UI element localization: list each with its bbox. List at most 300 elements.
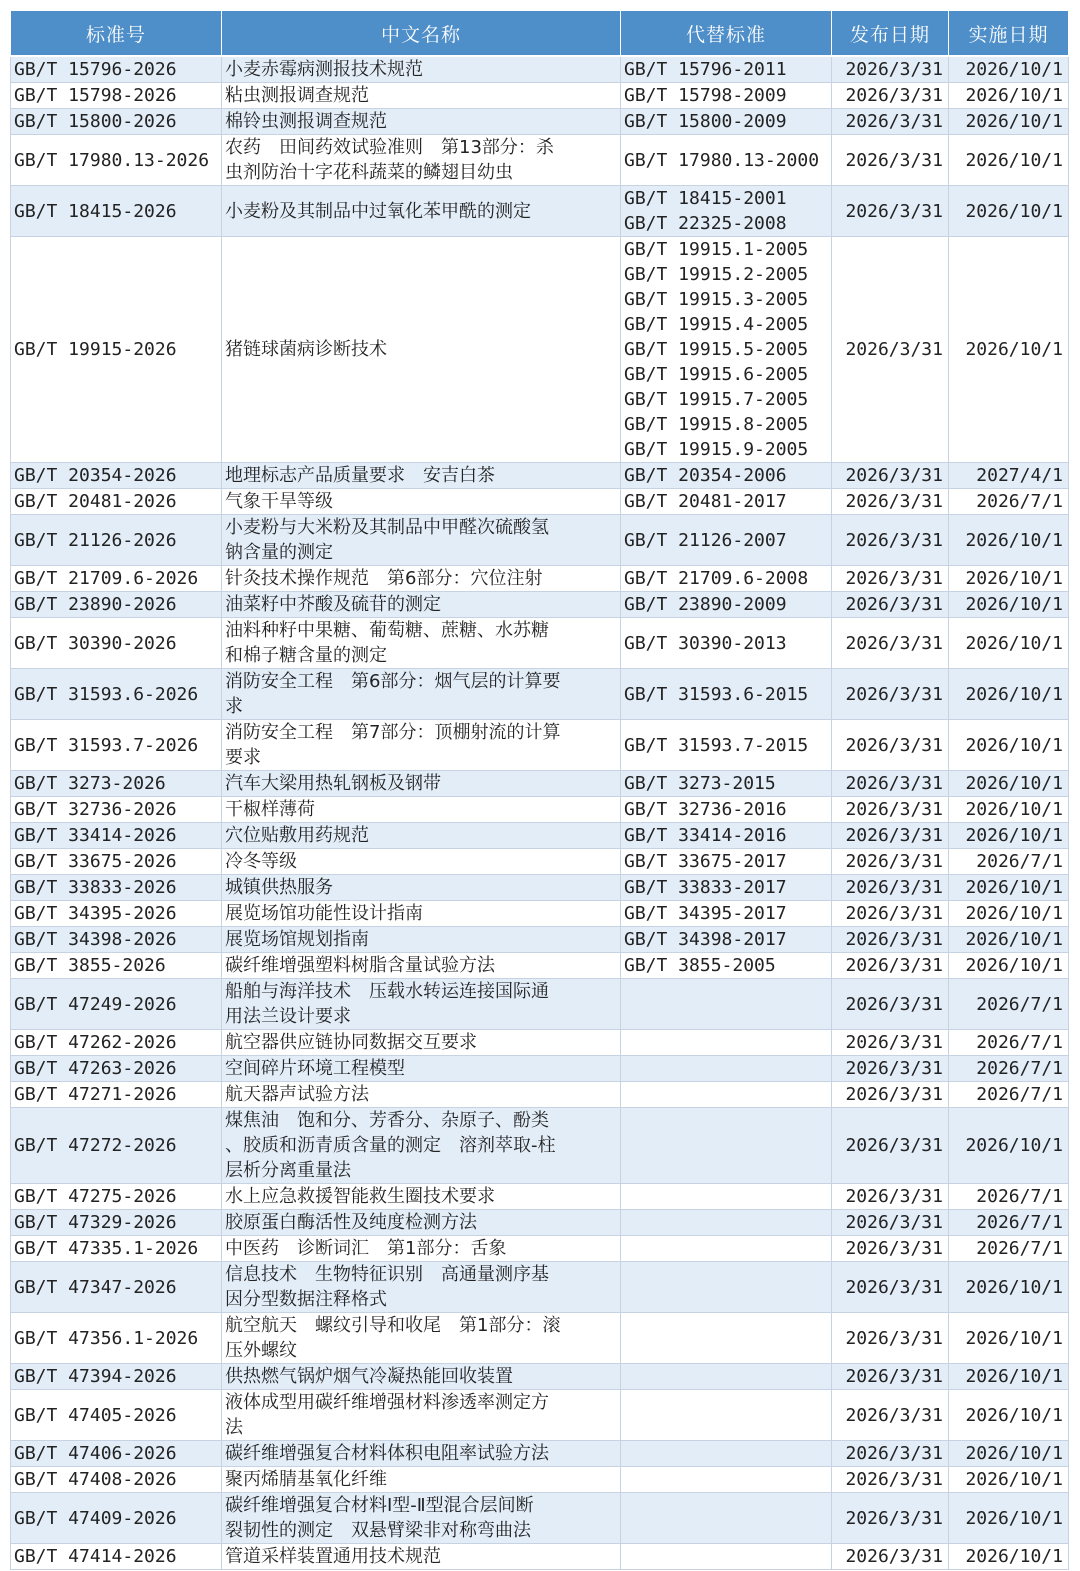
chinese-name-cell [222, 515, 621, 566]
replaced-standard-cell [621, 720, 832, 771]
replaced-standard-cell [621, 669, 832, 720]
table-row [11, 901, 1069, 927]
table-row [11, 83, 1069, 109]
table-row [11, 1467, 1069, 1493]
table-row [11, 1544, 1069, 1570]
standard-number-cell: GB/T 33833-2026 [11, 875, 222, 901]
table-row [11, 1108, 1069, 1184]
replaced-standard-cell [621, 771, 832, 797]
release-date-cell: 2026/3/31 [832, 1441, 949, 1467]
replaced-standard-cell [621, 515, 832, 566]
chinese-name-line: 城镇供热服务 [225, 877, 333, 898]
replaced-standard-cell [621, 1390, 832, 1441]
replaced-standard-cell [621, 1544, 832, 1570]
replaced-standard-cell [621, 109, 832, 135]
table-row [11, 1184, 1069, 1210]
replaced-standard-cell [621, 237, 832, 463]
standard-number-cell: GB/T 47356.1-2026 [11, 1313, 222, 1364]
standard-number-cell: GB/T 15796-2026 [11, 56, 222, 83]
release-date-cell: 2026/3/31 [832, 109, 949, 135]
standard-number-cell: GB/T 21126-2026 [11, 515, 222, 566]
chinese-name-line: 航天器声试验方法 [225, 1084, 369, 1105]
standard-number-cell: GB/T 47409-2026 [11, 1493, 222, 1544]
replaced-standard-line: GB/T 15800-2009 [624, 111, 787, 132]
chinese-name-line: 消防安全工程 第7部分：顶棚射流的计算 [225, 722, 561, 743]
replaced-standard-line: GB/T 20354-2006 [624, 465, 787, 486]
chinese-name-line: 裂韧性的测定 双悬臂梁非对称弯曲法 [225, 1520, 531, 1541]
replaced-standard-line: GB/T 34395-2017 [624, 903, 787, 924]
table-row [11, 237, 1069, 463]
chinese-name-cell [222, 1082, 621, 1108]
replaced-standard-cell [621, 927, 832, 953]
chinese-name-line: 煤焦油 饱和分、芳香分、杂原子、酚类 [225, 1110, 549, 1131]
standard-number-cell: GB/T 3855-2026 [11, 953, 222, 979]
standard-number-cell: GB/T 15800-2026 [11, 109, 222, 135]
release-date-cell: 2026/3/31 [832, 618, 949, 669]
release-date-cell: 2026/3/31 [832, 56, 949, 83]
release-date-cell: 2026/3/31 [832, 1210, 949, 1236]
replaced-standard-cell [621, 1056, 832, 1082]
chinese-name-line: 小麦粉与大米粉及其制品中甲醛次硫酸氢 [225, 517, 549, 538]
table-row [11, 566, 1069, 592]
standard-number-cell: GB/T 30390-2026 [11, 618, 222, 669]
release-date-cell: 2026/3/31 [832, 771, 949, 797]
effective-date-cell: 2026/10/1 [949, 720, 1069, 771]
replaced-standard-cell [621, 823, 832, 849]
table-row [11, 669, 1069, 720]
standard-number-cell: GB/T 31593.6-2026 [11, 669, 222, 720]
chinese-name-cell [222, 1493, 621, 1544]
chinese-name-line: 、胶质和沥青质含量的测定 溶剂萃取-柱 [225, 1135, 556, 1156]
chinese-name-cell [222, 83, 621, 109]
effective-date-cell: 2026/10/1 [949, 797, 1069, 823]
chinese-name-cell [222, 927, 621, 953]
release-date-cell: 2026/3/31 [832, 1467, 949, 1493]
effective-date-cell: 2026/7/1 [949, 489, 1069, 515]
replaced-standard-line: GB/T 30390-2013 [624, 632, 787, 654]
table-row [11, 1390, 1069, 1441]
table-row [11, 1364, 1069, 1390]
chinese-name-line: 因分型数据注释格式 [225, 1289, 387, 1310]
replaced-standard-cell [621, 1082, 832, 1108]
chinese-name-cell [222, 953, 621, 979]
replaced-standard-cell [621, 186, 832, 237]
replaced-standard-line: GB/T 31593.6-2015 [624, 683, 809, 705]
table-row [11, 135, 1069, 186]
header-row [11, 11, 1069, 57]
release-date-cell: 2026/3/31 [832, 592, 949, 618]
effective-date-cell: 2026/10/1 [949, 1390, 1069, 1441]
replaced-standard-line: GB/T 3855-2005 [624, 955, 776, 976]
chinese-name-cell [222, 797, 621, 823]
standard-number-cell: GB/T 21709.6-2026 [11, 566, 222, 592]
table-row [11, 875, 1069, 901]
chinese-name-line: 中医药 诊断词汇 第1部分：舌象 [225, 1238, 507, 1259]
replaced-standard-cell [621, 1236, 832, 1262]
replaced-standard-cell [621, 1441, 832, 1467]
chinese-name-cell [222, 566, 621, 592]
replaced-standard-line: GB/T 19915.9-2005 [624, 439, 809, 460]
replaced-standard-line: GB/T 19915.8-2005 [624, 414, 809, 435]
standard-number-cell: GB/T 47406-2026 [11, 1441, 222, 1467]
effective-date-cell: 2026/10/1 [949, 566, 1069, 592]
replaced-standard-cell [621, 1262, 832, 1313]
replaced-standard-line: GB/T 19915.4-2005 [624, 314, 809, 335]
release-date-cell: 2026/3/31 [832, 83, 949, 109]
table-body [11, 56, 1069, 1570]
release-date-cell: 2026/3/31 [832, 823, 949, 849]
chinese-name-line: 针灸技术操作规范 第6部分：穴位注射 [225, 568, 543, 589]
chinese-name-line: 棉铃虫测报调查规范 [225, 111, 387, 132]
chinese-name-line: 粘虫测报调查规范 [225, 85, 369, 106]
replaced-standard-line: GB/T 33675-2017 [624, 851, 787, 872]
replaced-standard-cell [621, 83, 832, 109]
chinese-name-line: 油料种籽中果糖、葡萄糖、蔗糖、水苏糖 [225, 620, 549, 641]
table-row [11, 979, 1069, 1030]
replaced-standard-cell [621, 1493, 832, 1544]
chinese-name-cell [222, 1056, 621, 1082]
effective-date-cell: 2026/10/1 [949, 669, 1069, 720]
effective-date-cell: 2026/7/1 [949, 979, 1069, 1030]
chinese-name-line: 层析分离重量法 [225, 1160, 351, 1181]
effective-date-cell: 2026/10/1 [949, 1493, 1069, 1544]
chinese-name-line: 气象干旱等级 [225, 491, 333, 512]
table-row [11, 618, 1069, 669]
table-row [11, 515, 1069, 566]
replaced-standard-line: GB/T 19915.2-2005 [624, 264, 809, 285]
table-row [11, 1030, 1069, 1056]
effective-date-cell: 2026/10/1 [949, 1441, 1069, 1467]
replaced-standard-line: GB/T 32736-2016 [624, 799, 787, 820]
chinese-name-cell [222, 489, 621, 515]
chinese-name-cell [222, 849, 621, 875]
effective-date-cell: 2026/10/1 [949, 135, 1069, 186]
effective-date-cell: 2026/10/1 [949, 901, 1069, 927]
release-date-cell: 2026/3/31 [832, 669, 949, 720]
release-date-cell: 2026/3/31 [832, 135, 949, 186]
chinese-name-line: 小麦赤霉病测报技术规范 [225, 59, 423, 80]
table-row [11, 1493, 1069, 1544]
chinese-name-line: 求 [225, 696, 243, 717]
table-row [11, 1056, 1069, 1082]
chinese-name-cell [222, 463, 621, 489]
chinese-name-cell [222, 1467, 621, 1493]
chinese-name-line: 压外螺纹 [225, 1340, 297, 1361]
chinese-name-line: 汽车大梁用热轧钢板及钢带 [225, 773, 441, 794]
chinese-name-line: 猪链球菌病诊断技术 [225, 339, 387, 360]
standards-table [10, 10, 1069, 1570]
standard-number-cell: GB/T 47347-2026 [11, 1262, 222, 1313]
chinese-name-cell [222, 1364, 621, 1390]
chinese-name-line: 用法兰设计要求 [225, 1006, 351, 1027]
release-date-cell: 2026/3/31 [832, 463, 949, 489]
chinese-name-line: 小麦粉及其制品中过氧化苯甲酰的测定 [225, 200, 531, 222]
effective-date-cell: 2027/4/1 [949, 463, 1069, 489]
standard-number-cell: GB/T 47394-2026 [11, 1364, 222, 1390]
standard-number-cell: GB/T 33675-2026 [11, 849, 222, 875]
standard-number-cell: GB/T 47275-2026 [11, 1184, 222, 1210]
chinese-name-cell [222, 135, 621, 186]
release-date-cell: 2026/3/31 [832, 720, 949, 771]
effective-date-cell: 2026/10/1 [949, 953, 1069, 979]
release-date-cell: 2026/3/31 [832, 1082, 949, 1108]
release-date-cell: 2026/3/31 [832, 927, 949, 953]
standard-number-cell: GB/T 47263-2026 [11, 1056, 222, 1082]
chinese-name-line: 液体成型用碳纤维增强材料渗透率测定方 [225, 1392, 549, 1413]
chinese-name-line: 农药 田间药效试验准则 第13部分：杀 [225, 137, 554, 158]
chinese-name-line: 供热燃气锅炉烟气冷凝热能回收装置 [225, 1366, 513, 1387]
effective-date-cell: 2026/10/1 [949, 515, 1069, 566]
replaced-standard-cell [621, 849, 832, 875]
standard-number-cell: GB/T 3273-2026 [11, 771, 222, 797]
release-date-cell: 2026/3/31 [832, 875, 949, 901]
chinese-name-line: 航空器供应链协同数据交互要求 [225, 1032, 477, 1053]
table-row [11, 797, 1069, 823]
standard-number-cell: GB/T 47271-2026 [11, 1082, 222, 1108]
release-date-cell: 2026/3/31 [832, 1493, 949, 1544]
release-date-cell: 2026/3/31 [832, 1544, 949, 1570]
effective-date-cell: 2026/10/1 [949, 237, 1069, 463]
chinese-name-line: 地理标志产品质量要求 安吉白茶 [225, 465, 495, 486]
standard-number-cell: GB/T 20481-2026 [11, 489, 222, 515]
replaced-standard-line: GB/T 19915.6-2005 [624, 364, 809, 385]
standard-number-cell: GB/T 47405-2026 [11, 1390, 222, 1441]
replaced-standard-cell [621, 56, 832, 83]
replaced-standard-line: GB/T 17980.13-2000 [624, 149, 820, 171]
replaced-standard-line: GB/T 3273-2015 [624, 773, 776, 794]
chinese-name-line: 碳纤维增强塑料树脂含量试验方法 [225, 955, 495, 976]
chinese-name-line: 信息技术 生物特征识别 高通量测序基 [225, 1264, 549, 1285]
release-date-cell: 2026/3/31 [832, 1364, 949, 1390]
replaced-standard-cell [621, 901, 832, 927]
effective-date-cell: 2026/10/1 [949, 823, 1069, 849]
table-row [11, 720, 1069, 771]
replaced-standard-cell [621, 1467, 832, 1493]
effective-date-cell: 2026/10/1 [949, 771, 1069, 797]
standard-number-cell: GB/T 15798-2026 [11, 83, 222, 109]
table-row [11, 1441, 1069, 1467]
effective-date-cell: 2026/7/1 [949, 1056, 1069, 1082]
release-date-cell: 2026/3/31 [832, 1262, 949, 1313]
replaced-standard-cell [621, 1108, 832, 1184]
chinese-name-line: 胶原蛋白酶活性及纯度检测方法 [225, 1212, 477, 1233]
chinese-name-cell [222, 1236, 621, 1262]
table-row [11, 849, 1069, 875]
standard-number-cell: GB/T 47262-2026 [11, 1030, 222, 1056]
effective-date-cell: 2026/7/1 [949, 1030, 1069, 1056]
table-row [11, 927, 1069, 953]
standard-number-cell: GB/T 47335.1-2026 [11, 1236, 222, 1262]
effective-date-cell: 2026/7/1 [949, 1210, 1069, 1236]
table-row [11, 1313, 1069, 1364]
table-row [11, 592, 1069, 618]
chinese-name-cell [222, 56, 621, 83]
effective-date-cell: 2026/10/1 [949, 1364, 1069, 1390]
table-row [11, 1210, 1069, 1236]
replaced-standard-cell [621, 1030, 832, 1056]
replaced-standard-cell [621, 979, 832, 1030]
replaced-standard-line: GB/T 21126-2007 [624, 529, 787, 551]
header-cn-name: 中文名称 [222, 11, 621, 57]
replaced-standard-line: GB/T 31593.7-2015 [624, 734, 809, 756]
replaced-standard-line: GB/T 19915.1-2005 [624, 239, 809, 260]
chinese-name-line: 消防安全工程 第6部分：烟气层的计算要 [225, 671, 561, 692]
standard-number-cell: GB/T 17980.13-2026 [11, 135, 222, 186]
replaced-standard-line: GB/T 15798-2009 [624, 85, 787, 106]
table-row [11, 109, 1069, 135]
chinese-name-line: 水上应急救援智能救生圈技术要求 [225, 1186, 495, 1207]
release-date-cell: 2026/3/31 [832, 489, 949, 515]
replaced-standard-line: GB/T 23890-2009 [624, 594, 787, 615]
replaced-standard-cell [621, 489, 832, 515]
release-date-cell: 2026/3/31 [832, 237, 949, 463]
replaced-standard-line: GB/T 19915.5-2005 [624, 339, 809, 360]
chinese-name-cell [222, 875, 621, 901]
chinese-name-cell [222, 237, 621, 463]
chinese-name-cell [222, 618, 621, 669]
replaced-standard-line: GB/T 15796-2011 [624, 59, 787, 80]
release-date-cell: 2026/3/31 [832, 979, 949, 1030]
release-date-cell: 2026/3/31 [832, 515, 949, 566]
release-date-cell: 2026/3/31 [832, 1236, 949, 1262]
chinese-name-cell [222, 669, 621, 720]
chinese-name-cell [222, 1184, 621, 1210]
release-date-cell: 2026/3/31 [832, 849, 949, 875]
replaced-standard-cell [621, 618, 832, 669]
header-replaces: 代替标准 [621, 11, 832, 57]
chinese-name-line: 展览场馆功能性设计指南 [225, 903, 423, 924]
chinese-name-line: 干椒样薄荷 [225, 799, 315, 820]
standard-number-cell: GB/T 19915-2026 [11, 237, 222, 463]
standard-number-cell: GB/T 18415-2026 [11, 186, 222, 237]
chinese-name-line: 航空航天 螺纹引导和收尾 第1部分：滚 [225, 1315, 561, 1336]
effective-date-cell: 2026/7/1 [949, 849, 1069, 875]
standard-number-cell: GB/T 20354-2026 [11, 463, 222, 489]
chinese-name-line: 聚丙烯腈基氧化纤维 [225, 1469, 387, 1490]
chinese-name-line: 碳纤维增强复合材料Ⅰ型-Ⅱ型混合层间断 [225, 1495, 534, 1516]
table-row [11, 823, 1069, 849]
replaced-standard-line: GB/T 19915.7-2005 [624, 389, 809, 410]
effective-date-cell: 2026/7/1 [949, 1184, 1069, 1210]
replaced-standard-line: GB/T 21709.6-2008 [624, 568, 809, 589]
table-row [11, 186, 1069, 237]
release-date-cell: 2026/3/31 [832, 1108, 949, 1184]
chinese-name-line: 船舶与海洋技术 压载水转运连接国际通 [225, 981, 549, 1002]
effective-date-cell: 2026/10/1 [949, 56, 1069, 83]
header-std-no: 标准号 [11, 11, 222, 57]
replaced-standard-cell [621, 1184, 832, 1210]
chinese-name-cell [222, 1544, 621, 1570]
effective-date-cell: 2026/10/1 [949, 618, 1069, 669]
chinese-name-line: 穴位贴敷用药规范 [225, 825, 369, 846]
table-row [11, 56, 1069, 83]
table-row [11, 1236, 1069, 1262]
effective-date-cell: 2026/10/1 [949, 83, 1069, 109]
chinese-name-line: 钠含量的测定 [225, 542, 333, 563]
table-row [11, 771, 1069, 797]
release-date-cell: 2026/3/31 [832, 1184, 949, 1210]
chinese-name-cell [222, 720, 621, 771]
table-header [11, 11, 1069, 57]
replaced-standard-cell [621, 1313, 832, 1364]
chinese-name-cell [222, 1441, 621, 1467]
chinese-name-line: 空间碎片环境工程模型 [225, 1058, 405, 1079]
standards-table-container [10, 10, 1069, 1570]
effective-date-cell: 2026/10/1 [949, 1544, 1069, 1570]
effective-date-cell: 2026/10/1 [949, 927, 1069, 953]
replaced-standard-cell [621, 463, 832, 489]
replaced-standard-line: GB/T 22325-2008 [624, 213, 787, 234]
release-date-cell: 2026/3/31 [832, 1390, 949, 1441]
release-date-cell: 2026/3/31 [832, 953, 949, 979]
replaced-standard-cell [621, 135, 832, 186]
standard-number-cell: GB/T 47272-2026 [11, 1108, 222, 1184]
standard-number-cell: GB/T 33414-2026 [11, 823, 222, 849]
chinese-name-cell [222, 771, 621, 797]
table-row [11, 489, 1069, 515]
replaced-standard-cell [621, 592, 832, 618]
standard-number-cell: GB/T 47329-2026 [11, 1210, 222, 1236]
release-date-cell: 2026/3/31 [832, 1313, 949, 1364]
table-row [11, 1082, 1069, 1108]
chinese-name-line: 油菜籽中芥酸及硫苷的测定 [225, 594, 441, 615]
replaced-standard-cell [621, 1210, 832, 1236]
effective-date-cell: 2026/10/1 [949, 1262, 1069, 1313]
effective-date-cell: 2026/7/1 [949, 1236, 1069, 1262]
table-row [11, 1262, 1069, 1313]
replaced-standard-line: GB/T 18415-2001 [624, 188, 787, 209]
effective-date-cell: 2026/10/1 [949, 1108, 1069, 1184]
chinese-name-cell [222, 1313, 621, 1364]
effective-date-cell: 2026/10/1 [949, 109, 1069, 135]
standard-number-cell: GB/T 47408-2026 [11, 1467, 222, 1493]
effective-date-cell: 2026/10/1 [949, 1313, 1069, 1364]
chinese-name-cell [222, 901, 621, 927]
replaced-standard-cell [621, 1364, 832, 1390]
release-date-cell: 2026/3/31 [832, 186, 949, 237]
chinese-name-cell [222, 823, 621, 849]
table-row [11, 463, 1069, 489]
chinese-name-cell [222, 109, 621, 135]
standard-number-cell: GB/T 47249-2026 [11, 979, 222, 1030]
standard-number-cell: GB/T 31593.7-2026 [11, 720, 222, 771]
chinese-name-cell [222, 1108, 621, 1184]
chinese-name-line: 要求 [225, 747, 261, 768]
standard-number-cell: GB/T 34395-2026 [11, 901, 222, 927]
replaced-standard-cell [621, 566, 832, 592]
replaced-standard-line: GB/T 20481-2017 [624, 491, 787, 512]
chinese-name-line: 管道采样装置通用技术规范 [225, 1546, 441, 1567]
release-date-cell: 2026/3/31 [832, 797, 949, 823]
chinese-name-cell [222, 1262, 621, 1313]
chinese-name-line: 展览场馆规划指南 [225, 929, 369, 950]
effective-date-cell: 2026/10/1 [949, 592, 1069, 618]
replaced-standard-line: GB/T 33833-2017 [624, 877, 787, 898]
header-release-date: 发布日期 [832, 11, 949, 57]
release-date-cell: 2026/3/31 [832, 1056, 949, 1082]
replaced-standard-line: GB/T 33414-2016 [624, 825, 787, 846]
effective-date-cell: 2026/10/1 [949, 875, 1069, 901]
replaced-standard-cell [621, 797, 832, 823]
standard-number-cell: GB/T 34398-2026 [11, 927, 222, 953]
replaced-standard-line: GB/T 34398-2017 [624, 929, 787, 950]
standard-number-cell: GB/T 23890-2026 [11, 592, 222, 618]
chinese-name-line: 虫剂防治十字花科蔬菜的鳞翅目幼虫 [225, 162, 513, 183]
replaced-standard-cell [621, 953, 832, 979]
chinese-name-cell [222, 186, 621, 237]
table-row [11, 953, 1069, 979]
chinese-name-cell [222, 1030, 621, 1056]
